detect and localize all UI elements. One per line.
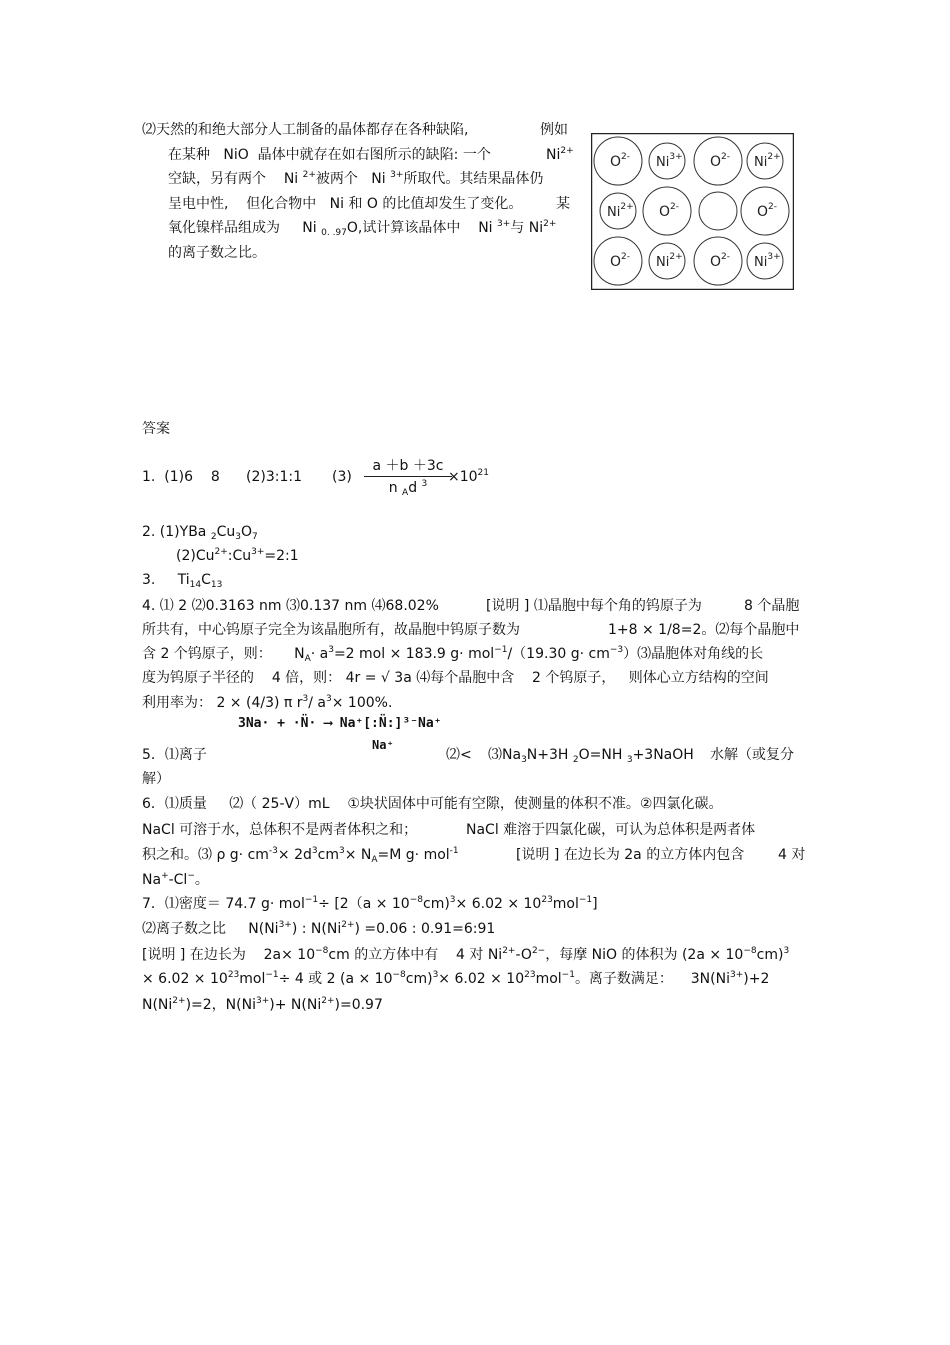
answer-7-line-2: ⑵离子数之比 $N(Ni^{3+})$ : $N(Ni^{2+}) =0.06$ : 0.91=6:91 xyxy=(142,920,496,937)
answer-7-line-3: [说明 ] 在边长为 $2a\times 10^{-8}cm$ 的立方体中有 4 对 $Ni^{2+}-O^{2-}$，每摩 NiO 的体积为 $(2a \times 10^{-8}cm)^3$ xyxy=(142,946,790,963)
ion-label: $O^{2-}$ xyxy=(757,202,778,220)
answer-7-line-4: × $6.02 \times 10^{23}mol^{-1}\div 4$ 或 2 $(a \times 10^{-8}cm)^3\times 6.02 \times 10^{23}mol^{-1}$。离子数满足： $3N(Ni^{3+})+2$ xyxy=(142,970,770,987)
ion-label: $O^{2-}$ xyxy=(710,252,731,270)
answer-1: 1. (1)6 8 (2)3:1:1 (3) xyxy=(142,469,352,485)
question-line-1: ⑵天然的和绝大部分人工制备的晶体都存在各种缺陷, 例如 xyxy=(142,122,568,138)
answer-1-power: $\times 10^{21}$ xyxy=(448,468,489,485)
answer-6-line-2: NaCl 可溶于水，总体积不是两者体积之和； NaCl 难溶于四氯化碳，可认为总体积是两者体 xyxy=(142,822,756,838)
answer-heading: 答案 xyxy=(142,421,170,437)
question-line-2: 在某种 NiO 晶体中就存在如右图所示的缺陷: 一个 $Ni^{2+}$ xyxy=(168,146,574,163)
answer-4-line-1: 4. ⑴ 2 ⑵0.3163 nm ⑶0.137 nm ⑷68.02% [说明 ] ⑴晶胞中每个角的钨原子为 8 个晶胞 xyxy=(142,598,800,614)
fraction-numerator: a ＋b ＋3c xyxy=(372,458,444,474)
lewis-structure-equation xyxy=(238,716,442,752)
answer-6-line-1: 6．⑴质量 ⑵（ 25-V）mL ①块状固体中可能有空隙，使测量的体积不准。②四氯化碳。 xyxy=(142,796,723,812)
nio-defect-lattice-figure xyxy=(591,133,794,290)
answer-7-line-1: 7．⑴密度＝ 74.7 $g\cdot mol^{-1}\div [2(a \times 10^{-8}cm)^3\times 6.02 \times 10^{23}mol^{-1}]$ xyxy=(142,895,598,912)
question-line-6: 的离子数之比。 xyxy=(168,245,266,261)
answer-3: 3. $Ti_{14}C_{13}$ xyxy=(142,572,223,590)
vacancy-site xyxy=(699,192,737,230)
answer-6-line-3: 积之和。⑶ ρ $g\cdot cm^{-3}\times 2d^3cm^3\times N_A=M$ g· mol$^{-1}$ [说明 ] 在边长为 2a 的立方体内包含 4 对 xyxy=(142,846,806,865)
ion-label: $Ni^{3+}$ xyxy=(754,252,781,270)
answer-2-line-1: 2. (1)YBa $_2Cu_3O_7$ xyxy=(142,524,258,542)
lewis-equation-text: 3Na· + ·N̈· ⟶ Na⁺[:N̈:]³⁻Na⁺ xyxy=(238,716,442,731)
answer-7-line-5: $N(Ni^{2+})=2$，$N(Ni^{3+})+ N(Ni^{2+})=0.97$ xyxy=(142,996,383,1013)
lewis-lower-sodium: Na⁺ xyxy=(372,738,394,752)
ion-label: $Ni^{2+}$ xyxy=(607,202,634,220)
answer-4-line-3: 含 2 个钨原子，则： $N_A\cdot a^3=2$ mol × 183.9 g· mol$^{-1}$/（19.30 $g\cdot cm^{-3})⑶$晶胞体对角线的长 xyxy=(142,645,764,664)
ion-label: $O^{2-}$ xyxy=(610,152,631,170)
question-line-4: 呈电中性, 但化合物中 Ni 和 O 的比值却发生了变化。 某 xyxy=(168,196,570,212)
answer-4-line-5: 利用率为： 2 × (4/3) π $r^3/$ $a^3\times 100\%$. xyxy=(142,694,393,711)
fraction-denominator: n $_A$d $^3$ xyxy=(388,479,428,498)
ion-label: $O^{2-}$ xyxy=(710,152,731,170)
answer-4-line-4: 度为钨原子半径的 4 倍，则： 4r = √ 3a ⑷每个晶胞中含 2 个钨原子， 则体心立方结构的空间 xyxy=(142,670,769,686)
answer-5-line-1: 5．⑴离子 ⑵< $⑶Na_3N+3H$ $_2$O=NH $_3$+3NaOH 水解（或复分 xyxy=(142,747,794,765)
ion-label: $O^{2-}$ xyxy=(610,252,631,270)
fraction-bar xyxy=(364,476,452,477)
ion-label: $O^{2-}$ xyxy=(659,202,680,220)
answer-2-line-2: $(2)Cu^{2+}:Cu^{3+}=2:1$ xyxy=(176,547,299,564)
question-line-3: 空缺，另有两个 Ni $^{2+}$被两个 Ni $^{3+}$所取代。其结果晶体仍 xyxy=(168,170,544,187)
ion-label: $Ni^{2+}$ xyxy=(656,252,683,270)
answer-6-line-4: Na+-Cl−。 xyxy=(142,871,209,888)
question-line-5: 氧化镍样品组成为 Ni $_{0.}$ $_{.97}$O,试计算该晶体中 Ni $^{3+}$与 $Ni^{2+}$ xyxy=(168,219,557,238)
ion-label: $Ni^{2+}$ xyxy=(754,152,781,170)
answer-4-line-2: 所共有，中心钨原子完全为该晶胞所有，故晶胞中钨原子数为 1+8 × 1/8=2。⑵每个晶胞中 xyxy=(142,622,800,638)
answer-5-line-2: 解） xyxy=(142,771,170,787)
ion-label: $Ni^{3+}$ xyxy=(656,152,683,170)
